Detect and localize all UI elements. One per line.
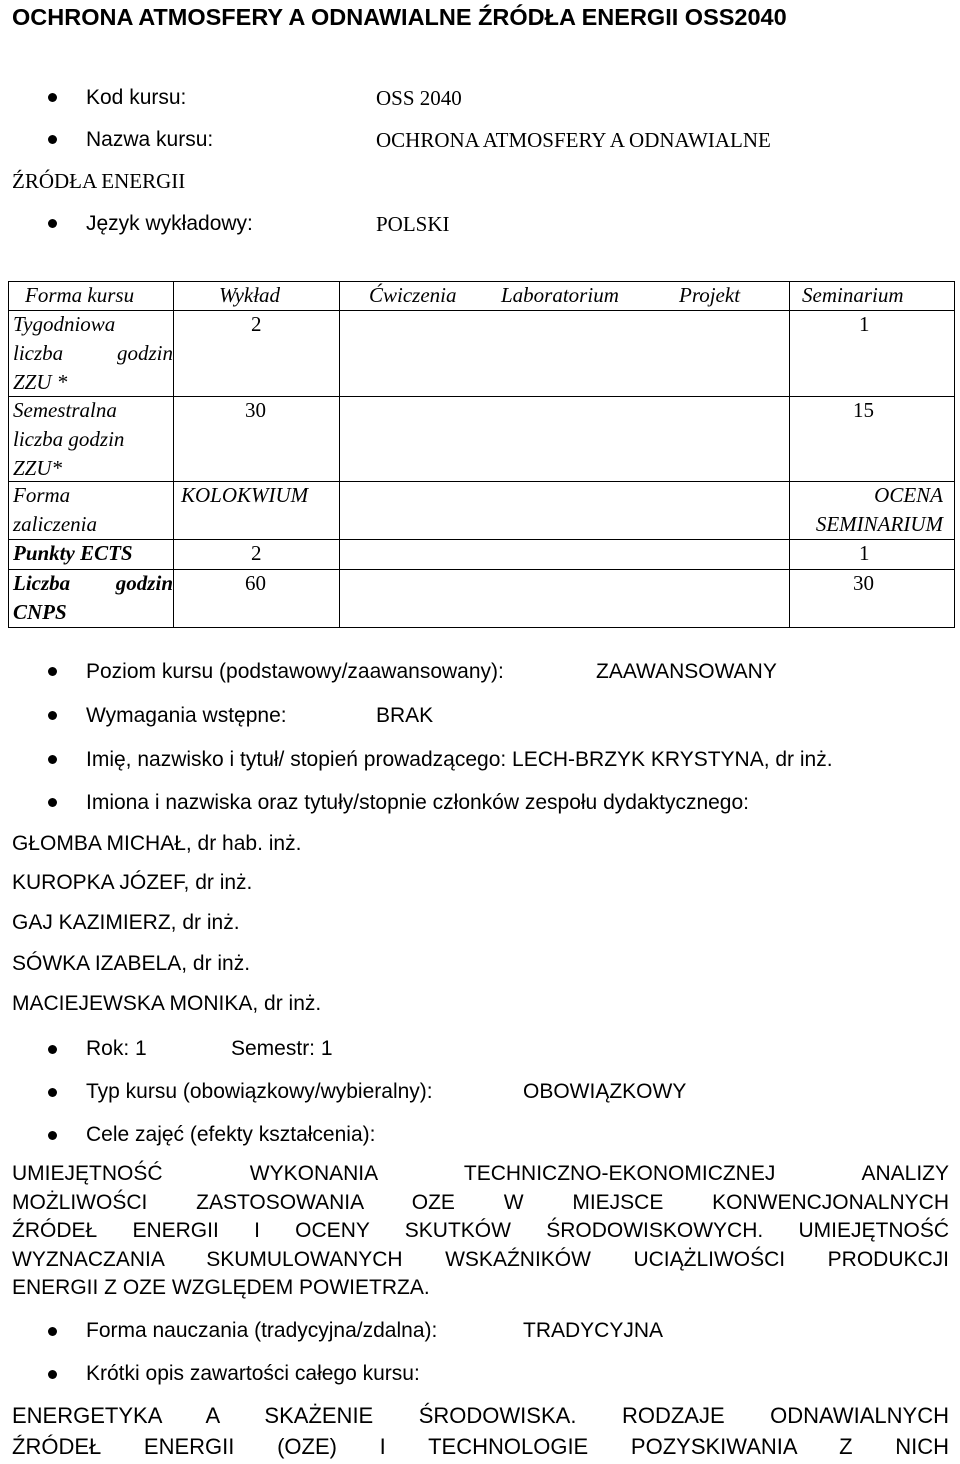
table-divider	[339, 282, 340, 627]
ects-seminarium: 1	[859, 541, 870, 565]
team-member: SÓWKA IZABELA, dr inż.	[12, 952, 251, 975]
type-value: OBOWIĄZKOWY	[523, 1080, 687, 1103]
year-text: Rok: 1	[86, 1037, 147, 1060]
summary-text: ENERGETYKA A SKAŻENIE ŚRODOWISKA. RODZAJE ODNAWIALNYCH ŹRÓDEŁ ENERGII (OZE) I TECHNOLOGIE POZYSKIWANIA Z NICH	[12, 1403, 949, 1459]
weekly-seminarium: 1	[859, 312, 870, 336]
assessment-wyklad: KOLOKWIUM	[181, 483, 309, 507]
header-wyklad: Wykład	[219, 283, 281, 307]
bullet-icon	[48, 1045, 57, 1054]
bullet-icon	[48, 667, 57, 676]
semester-wyklad: 30	[245, 398, 266, 422]
bullet-icon	[48, 93, 57, 102]
row-head-semester: Semestralna liczba godzin ZZU*	[13, 398, 125, 480]
team-member: GAJ KAZIMIERZ, dr inż.	[12, 911, 240, 934]
ects-wyklad: 2	[251, 541, 262, 565]
header-seminarium: Seminarium	[802, 283, 904, 307]
page-title: OCHRONA ATMOSFERY A ODNAWIALNE ŹRÓDŁA ENERGII OSS2040	[12, 4, 787, 30]
bullet-icon	[48, 1088, 57, 1097]
semester-text: Semestr: 1	[231, 1037, 333, 1060]
team-member: GŁOMBA MICHAŁ, dr hab. inż.	[12, 832, 302, 855]
goals-label: Cele zajęć (efekty kształcenia):	[86, 1123, 376, 1146]
course-name-value-cont: ŹRÓDŁA ENERGII	[12, 169, 186, 193]
row-head-ects: Punkty ECTS	[13, 541, 133, 565]
goals-text: UMIEJĘTNOŚĆ WYKONANIA TECHNICZNO-EKONOMICZNEJ ANALIZY MOŻLIWOŚCI ZASTOSOWANIA OZE W MIEJSCE KONWENCJONALNYCH ŹRÓDEŁ ENERGII I OCENY SKUTKÓW ŚRODOWISKOWYCH. UMIEJĘTNOŚĆ WYZNACZANIA SKUMULOWANYCH WSKAŹNIKÓW UCIĄŻLIWOŚCI PRODUKCJI ENERGII Z OZE WZGLĘDEM POWIETRZA.	[12, 1162, 949, 1300]
form-label: Forma nauczania (tradycyjna/zdalna):	[86, 1319, 438, 1342]
semester-seminarium: 15	[853, 398, 874, 422]
bullet-icon	[48, 755, 57, 764]
row-head-cnps: Liczba godzin CNPS	[13, 571, 173, 624]
row-head-weekly: Tygodniowa liczba godzin ZZU *	[13, 312, 173, 394]
team-member: MACIEJEWSKA MONIKA, dr inż.	[12, 992, 322, 1015]
bullet-icon	[48, 1131, 57, 1140]
course-code-value: OSS 2040	[376, 86, 462, 110]
lecturer-text: Imię, nazwisko i tytuł/ stopień prowadzącego: LECH-BRZYK KRYSTYNA, dr inż.	[86, 748, 833, 771]
weekly-wyklad: 2	[251, 312, 262, 336]
bullet-icon	[48, 711, 57, 720]
course-form-table	[8, 281, 955, 628]
summary-label: Krótki opis zawartości całego kursu:	[86, 1362, 420, 1385]
header-forma-kursu: Forma kursu	[25, 283, 135, 307]
course-code-label: Kod kursu:	[86, 86, 187, 109]
bullet-icon	[48, 1370, 57, 1379]
team-member: KUROPKA JÓZEF, dr inż.	[12, 871, 253, 894]
prereq-label: Wymagania wstępne:	[86, 704, 287, 727]
cnps-seminarium: 30	[853, 571, 874, 595]
type-label: Typ kursu (obowiązkowy/wybieralny):	[86, 1080, 433, 1103]
bullet-icon	[48, 219, 57, 228]
course-name-value: OCHRONA ATMOSFERY A ODNAWIALNE	[376, 128, 771, 152]
header-laboratorium: Laboratorium	[501, 283, 619, 307]
table-divider	[173, 282, 174, 627]
row-head-assessment: Forma zaliczenia	[13, 483, 97, 536]
level-value: ZAAWANSOWANY	[596, 660, 777, 683]
bullet-icon	[48, 1327, 57, 1336]
language-label: Język wykładowy:	[86, 212, 253, 235]
bullet-icon	[48, 798, 57, 807]
bullet-icon	[48, 135, 57, 144]
prereq-value: BRAK	[376, 704, 434, 727]
course-name-label: Nazwa kursu:	[86, 128, 214, 151]
level-label: Poziom kursu (podstawowy/zaawansowany):	[86, 660, 504, 683]
table-divider	[789, 282, 790, 627]
language-value: POLSKI	[376, 212, 450, 236]
team-label: Imiona i nazwiska oraz tytuły/stopnie członków zespołu dydaktycznego:	[86, 791, 749, 814]
cnps-wyklad: 60	[245, 571, 266, 595]
header-cwiczenia: Ćwiczenia	[369, 283, 457, 307]
form-value: TRADYCYJNA	[523, 1319, 664, 1342]
assessment-seminarium: OCENA SEMINARIUM	[815, 483, 943, 536]
header-projekt: Projekt	[679, 283, 741, 307]
